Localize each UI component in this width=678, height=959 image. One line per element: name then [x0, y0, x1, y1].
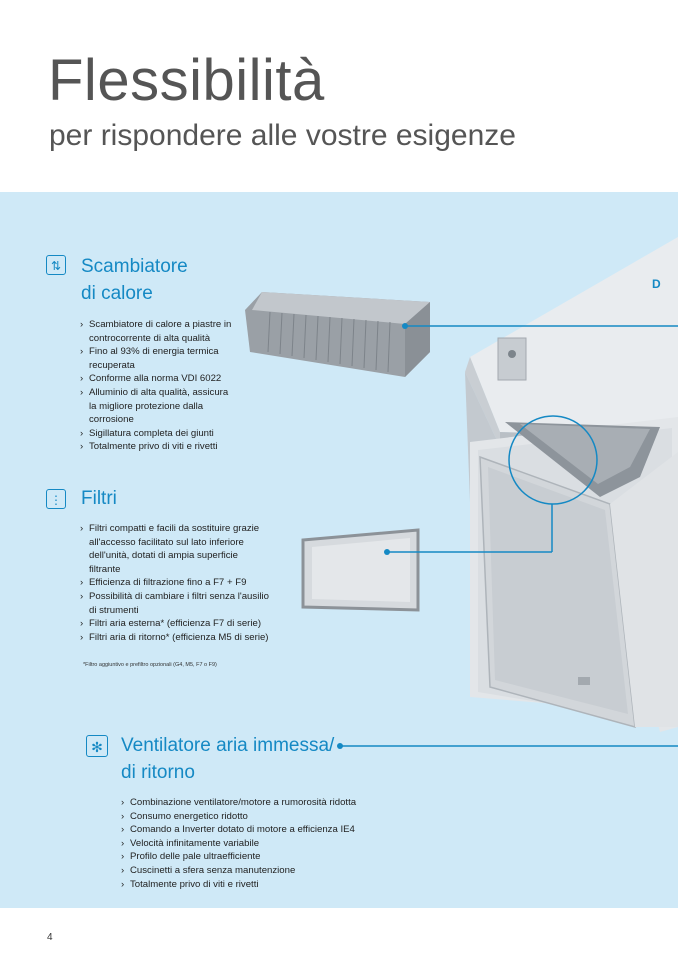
page-title: Flessibilità — [48, 48, 325, 113]
list-item: › Consumo energetico ridotto — [121, 810, 401, 824]
list-item: › Sigillatura completa dei giunti — [80, 427, 260, 441]
page-subtitle: per rispondere alle vostre esigenze — [49, 119, 516, 152]
list-item: › Velocità infinitamente variabile — [121, 837, 401, 851]
feature-panel — [0, 192, 678, 908]
filters-footnote: *Filtro aggiuntivo e prefiltro opzionali (G4, M5, F7 o F9) — [83, 662, 217, 668]
section-title-fan: Ventilatore aria immessa/ di ritorno — [121, 735, 335, 783]
list-item: › Filtri aria esterna* (efficienza F7 di serie) — [80, 617, 290, 631]
section-title-filters: Filtri — [81, 488, 117, 509]
list-item: › Conforme alla norma VDI 6022 — [80, 372, 260, 386]
list-item: › Cuscinetti a sfera senza manutenzione — [121, 864, 401, 878]
list-item: › Filtri aria di ritorno* (efficienza M5 di serie) — [80, 631, 290, 645]
list-item: recuperata — [89, 359, 135, 371]
list-item: la migliore protezione dalla — [89, 400, 204, 412]
list-item: › Fino al 93% di energia termica — [80, 345, 260, 359]
list-item: › Scambiatore di calore a piastre in — [80, 318, 260, 332]
list-item: › Totalmente privo di viti e rivetti — [80, 440, 260, 454]
filter-icon: ⋮ — [46, 489, 66, 509]
list-item: all'accesso facilitato sul lato inferiore — [89, 536, 244, 548]
section-title-heat-exchanger: Scambiatore di calore — [81, 256, 188, 304]
list-item: dell'unità, dotati di ampia superficie — [89, 550, 239, 562]
page-number: 4 — [47, 932, 53, 943]
fan-bullets — [121, 796, 401, 891]
list-item: controcorrente di alta qualità — [89, 332, 211, 344]
list-item: › Totalmente privo di viti e rivetti — [121, 878, 401, 892]
list-item: › Profilo delle pale ultraefficiente — [121, 850, 401, 864]
fan-icon: ✻ — [86, 735, 108, 757]
svg-text:D: D — [652, 277, 661, 291]
list-item: corrosione — [89, 414, 134, 426]
list-item: › Alluminio di alta qualità, assicura — [80, 386, 260, 400]
list-item: di strumenti — [89, 604, 139, 616]
heat-exchanger-icon: ⇅ — [46, 255, 66, 275]
list-item: › Filtri compatti e facili da sostituire grazie — [80, 522, 290, 536]
heat-exchanger-bullets — [80, 318, 260, 454]
unit-top-face — [470, 237, 678, 437]
list-item: filtrante — [89, 563, 121, 575]
filters-bullets — [80, 522, 290, 644]
list-item: › Possibilità di cambiare i filtri senza l'ausilio — [80, 590, 290, 604]
list-item: › Combinazione ventilatore/motore a rumorosità ridotta — [121, 796, 401, 810]
list-item: › Efficienza di filtrazione fino a F7 + F9 — [80, 576, 290, 590]
list-item: › Comando a Inverter dotato di motore a efficienza IE4 — [121, 823, 401, 837]
